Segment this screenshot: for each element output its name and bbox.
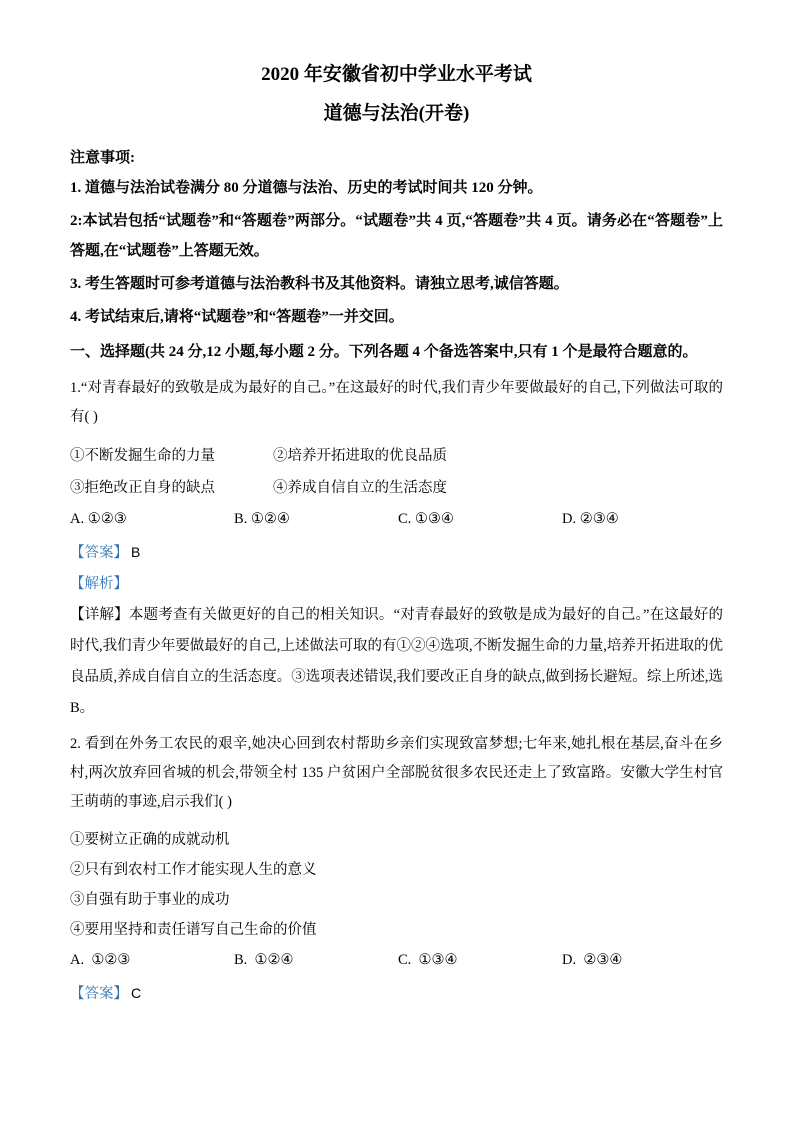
question-2-option-4: ④要用坚持和责任谱写自己生命的价值 xyxy=(70,922,317,938)
answer-value: B xyxy=(131,544,141,560)
page-subtitle: 道德与法治(开卷) xyxy=(323,103,470,124)
question-1-choices xyxy=(70,504,723,535)
notice-item-1: 1. 道德与法治试卷满分 80 分道德与法治、历史的考试时间共 120 分钟。 xyxy=(70,180,543,196)
question-1-option-4: ④养成自信自立的生活态度 xyxy=(273,480,447,496)
question-1-choice-d: D. ②③④ xyxy=(562,511,619,527)
question-1-choice-b: B. ①②④ xyxy=(234,511,290,527)
question-1-option-2: ②培养开拓进取的优良品质 xyxy=(273,448,447,464)
question-1-options xyxy=(70,440,723,504)
question-2-answer-line xyxy=(70,978,723,1010)
answer-label: 【答案】 xyxy=(70,986,128,1002)
notice-item-2: 2:本试岩包括“试题卷”和“答题卷”两部分。“试题卷”共 4 页,“答题卷”共 4 页。请务必在“答题卷”上答题,在“试题卷”上答题无效。 xyxy=(70,213,723,259)
question-2-stem: 2. 看到在外务工农民的艰辛,她决心回到农村帮助乡亲们实现致富梦想;七年来,她扎根在基层,奋斗在乡村,两次放弃回省城的机会,带领全村 135 户贫困户全部脱贫很多农民还走上了致富路。安徽大学生村官王萌萌的事迹,启示我们( ) xyxy=(70,736,723,810)
question-1 xyxy=(70,374,723,724)
notices-heading: 注意事项: xyxy=(70,150,135,166)
page-title: 2020 年安徽省初中学业水平考试 xyxy=(261,64,532,85)
question-2-options xyxy=(70,825,723,945)
answer-value: C xyxy=(131,985,142,1001)
question-1-stem: 1.“对青春最好的致敬是成为最好的自己。”在这最好的时代,我们青少年要做最好的自己,下列做法可取的有( ) xyxy=(70,380,723,425)
question-1-choice-a: A. ①②③ xyxy=(70,511,127,527)
question-1-answer-line xyxy=(70,537,723,569)
question-2-option-2: ②只有到农村工作才能实现人生的意义 xyxy=(70,862,317,878)
question-2-choice-a: A. ①②③ xyxy=(70,952,131,968)
question-2-choice-c: C. ①③④ xyxy=(398,952,458,968)
question-2-choices xyxy=(70,945,723,976)
question-2 xyxy=(70,730,723,1010)
question-1-option-3: ③拒绝改正自身的缺点 xyxy=(70,480,215,496)
notice-item-4: 4. 考试结束后,请将“试题卷”和“答题卷”一并交回。 xyxy=(70,309,404,325)
answer-label: 【答案】 xyxy=(70,545,128,561)
question-2-choice-b: B. ①②④ xyxy=(234,952,294,968)
question-1-detail: 【详解】本题考查有关做更好的自己的相关知识。“对青春最好的致敬是成为最好的自己。”在这最好的时代,我们青少年要做最好的自己,上述做法可取的有①②④选项,不断发掘生命的力量,培养开拓进取的优良品质,养成自信自立的生活态度。③选项表述错误,我们要改正自身的缺点,做到扬长避短。综上所述,选 B。 xyxy=(70,607,723,716)
section-heading: 一、选择题(共 24 分,12 小题,每小题 2 分。下列各题 4 个备选答案中,只有 1 个是最符合题意的。 xyxy=(70,344,698,360)
question-2-option-3: ③自强有助于事业的成功 xyxy=(70,892,230,908)
question-2-choice-d: D. ②③④ xyxy=(562,952,623,968)
question-2-option-1: ①要树立正确的成就动机 xyxy=(70,832,230,848)
notice-item-3: 3. 考生答题时可参考道德与法治教科书及其他资料。请独立思考,诚信答题。 xyxy=(70,276,569,292)
question-1-option-1: ①不断发掘生命的力量 xyxy=(70,448,215,464)
question-1-choice-c: C. ①③④ xyxy=(398,511,454,527)
question-1-analysis-label: 【解析】 xyxy=(70,576,128,592)
